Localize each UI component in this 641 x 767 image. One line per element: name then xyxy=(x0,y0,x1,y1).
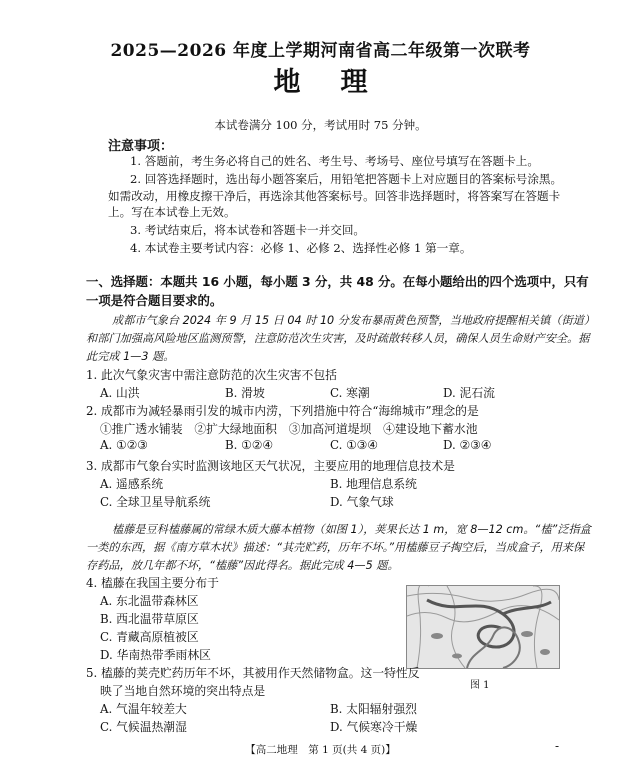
vine-illustration xyxy=(407,586,559,668)
q4-option-d: D. 华南热带季雨林区 xyxy=(100,648,211,662)
notice-item-2: 2. 回答选择题时，选出每小题答案后，用铅笔把答题卡上对应题目的答案标号涂黑。如需改动，用橡皮擦干净后，再选涂其他答案标号。回答非选择题时，将答案写在答题卡上。写在本试卷上无效。 xyxy=(108,172,563,219)
q1-option-c: C. 寒潮 xyxy=(330,386,370,400)
passage-2: 榼藤是豆科榼藤属的常绿木质大藤本植物（如图 1），荚果长达 1 m，宽 8—12 cm。“榼”泛指盒一类的东西，据《南方草木状》描述：“其壳贮药，历年不坏。”用榼藤豆子掏空后，当成盒子，用来保存药品，放几年都不坏，“榼藤”因此得名。据此完成 4—5 题。 xyxy=(86,523,591,572)
exam-title: 2025—2026 年度上学期河南省高二年级第一次联考 xyxy=(110,41,531,61)
q5-option-c: C. 气候温热潮湿 xyxy=(100,720,187,734)
question-3-stem: 3. 成都市气象台实时监测该地区天气状况，主要应用的地理信息技术是 xyxy=(86,459,455,473)
question-2-choices: ①推广透水铺装 ②扩大绿地面积 ③加高河道堤坝 ④建设地下蓄水池 xyxy=(100,422,478,436)
q3-option-d: D. 气象气球 xyxy=(330,495,394,509)
passage-1: 成都市气象台 2024 年 9 月 15 日 04 时 10 分发布暴雨黄色预警，当地政府提醒相关镇（街道）和部门加强高风险地区监测预警，注意防范次生灾害，及时疏散转移人员，确保人员生命财产安全。据此完成 1—3 题。 xyxy=(86,314,590,363)
q4-option-c: C. 青藏高原植被区 xyxy=(100,630,199,644)
question-4-stem: 4. 榼藤在我国主要分布于 xyxy=(86,576,219,590)
q2-option-c: C. ①③④ xyxy=(330,438,378,452)
footer-mark: - xyxy=(555,739,560,753)
q5-option-d: D. 气候寒冷干燥 xyxy=(330,720,418,734)
q2-option-b: B. ①②④ xyxy=(225,438,273,452)
q4-option-b: B. 西北温带草原区 xyxy=(100,612,199,626)
notice-item-1: 1. 答题前，考生务必将自己的姓名、考生号、考场号、座位号填写在答题卡上。 xyxy=(130,154,539,168)
figure-1-vine-photo xyxy=(406,585,560,669)
page-footer: 【高二地理 第 1 页(共 4 页)】 xyxy=(245,744,396,756)
q5-option-b: B. 太阳辐射强烈 xyxy=(330,702,417,716)
exam-info: 本试卷满分 100 分，考试用时 75 分钟。 xyxy=(214,118,427,132)
section-heading: 一、选择题：本题共 16 小题，每小题 3 分，共 48 分。在每小题给出的四个选项中，只有一项是符合题目要求的。 xyxy=(86,274,589,308)
q1-option-d: D. 泥石流 xyxy=(443,386,495,400)
question-5-stem-line2: 映了当地自然环境的突出特点是 xyxy=(100,684,266,698)
q4-option-a: A. 东北温带森林区 xyxy=(100,594,199,608)
q3-option-b: B. 地理信息系统 xyxy=(330,477,417,491)
q1-option-b: B. 滑坡 xyxy=(225,386,265,400)
figure-1-caption: 图 1 xyxy=(470,680,490,691)
notice-item-3: 3. 考试结束后，将本试卷和答题卡一并交回。 xyxy=(130,223,366,237)
q2-option-a: A. ①②③ xyxy=(100,438,148,452)
question-5-stem-line1: 5. 榼藤的荚壳贮药历年不坏，其被用作天然储物盒。这一特性反 xyxy=(86,666,420,680)
question-2-stem: 2. 成都市为减轻暴雨引发的城市内涝，下列措施中符合“海绵城市”理念的是 xyxy=(86,404,479,418)
q1-option-a: A. 山洪 xyxy=(100,386,140,400)
question-1-stem: 1. 此次气象灾害中需注意防范的次生灾害不包括 xyxy=(86,368,337,382)
notice-title: 注意事项： xyxy=(108,139,174,154)
q3-option-a: A. 遥感系统 xyxy=(100,477,164,491)
subject-title: 地理 xyxy=(273,67,408,98)
q2-option-d: D. ②③④ xyxy=(443,438,492,452)
q5-option-a: A. 气温年较差大 xyxy=(100,702,187,716)
q3-option-c: C. 全球卫星导航系统 xyxy=(100,495,211,509)
notice-item-4: 4. 本试卷主要考试内容：必修 1、必修 2、选择性必修 1 第一章。 xyxy=(130,241,472,255)
